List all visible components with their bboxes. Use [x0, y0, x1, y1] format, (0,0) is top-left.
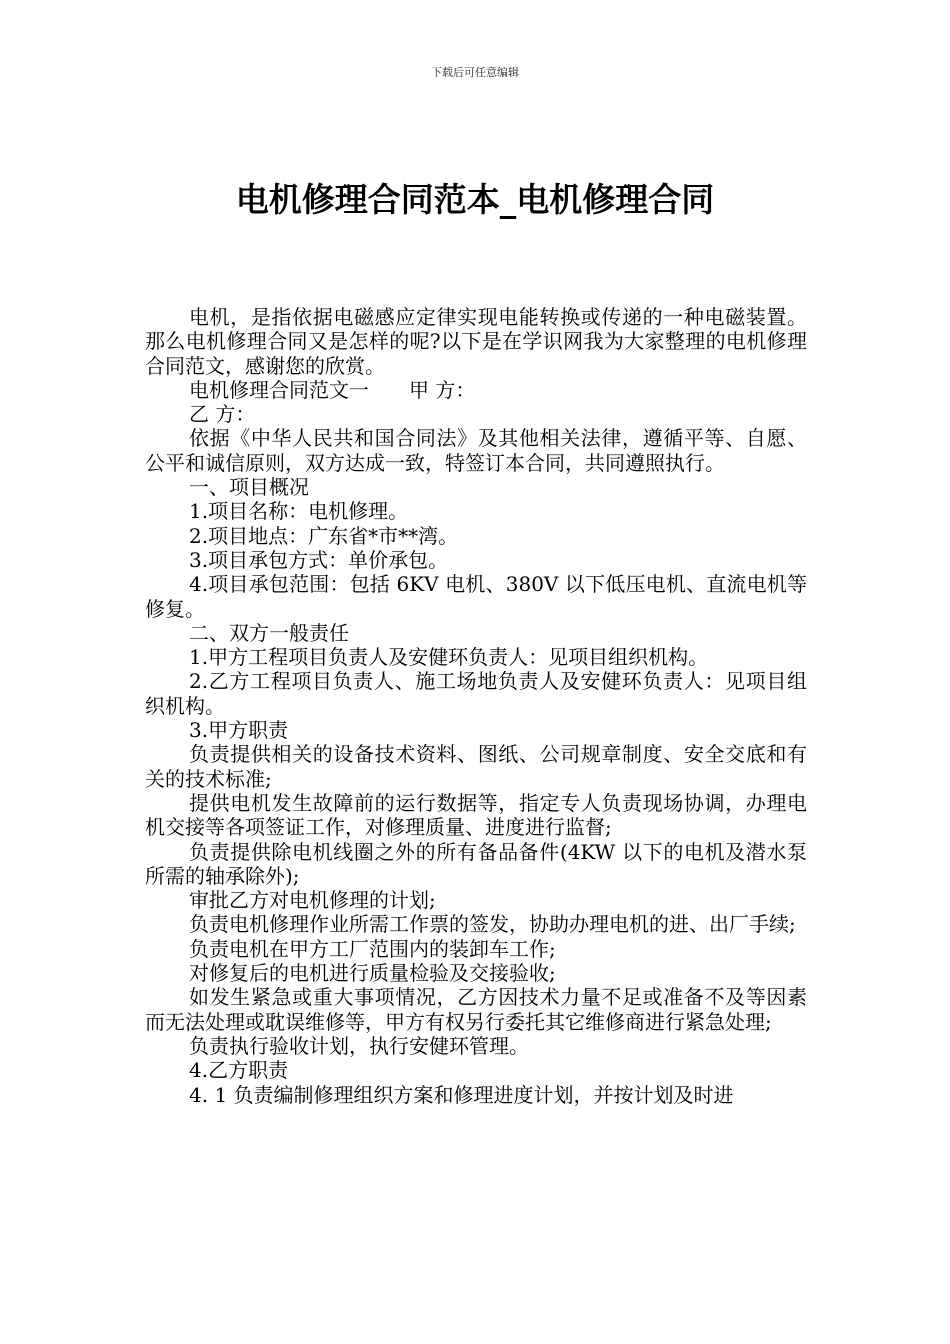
document-title: 电机修理合同范本_电机修理合同 — [235, 180, 715, 219]
paragraph: 1.项目名称：电机修理。 — [189, 499, 409, 524]
paragraph: 4.项目承包范围：包括 6KV 电机、380V 以下低压电机、直流电机等修复。 — [145, 572, 807, 621]
subsection-heading: 4.乙方职责 — [189, 1058, 289, 1083]
paragraph: 电机修理合同范文一 甲 方： — [189, 377, 476, 402]
paragraph: 如发生紧急或重大事项情况，乙方因技术力量不足或准备不及等因素而无法处理或耽误维修等，甲方有权另行委托其它维修商进行紧急处理; — [145, 985, 807, 1034]
paragraph: 1.甲方工程项目负责人及安健环负责人：见项目组织机构。 — [189, 645, 709, 670]
paragraph: 电机，是指依据电磁感应定律实现电能转换或传递的一种电磁装置。那么电机修理合同又是怎样的呢?以下是在学识网我为大家整理的电机修理合同范文，感谢您的欣赏。 — [145, 305, 807, 378]
paragraph: 负责提供相关的设备技术资料、图纸、公司规章制度、安全交底和有关的技术标准; — [145, 742, 807, 791]
paragraph: 3.项目承包方式：单价承包。 — [189, 547, 449, 572]
paragraph: 审批乙方对电机修理的计划; — [189, 888, 436, 913]
paragraph: 负责电机修理作业所需工作票的签发，协助办理电机的进、出厂手续; — [189, 912, 796, 937]
paragraph: 负责电机在甲方工厂范围内的装卸车工作; — [189, 936, 556, 961]
section-heading: 二、双方一般责任 — [189, 620, 349, 645]
paragraph: 对修复后的电机进行质量检验及交接验收; — [189, 961, 556, 986]
document-body — [145, 305, 807, 1107]
section-heading: 一、项目概况 — [189, 475, 309, 500]
subsection-heading: 3.甲方职责 — [189, 718, 289, 743]
paragraph: 负责执行验收计划，执行安健环管理。 — [189, 1033, 529, 1058]
paragraph: 2.乙方工程项目负责人、施工场地负责人及安健环负责人：见项目组织机构。 — [145, 669, 807, 718]
paragraph: 2.项目地点：广东省*市**湾。 — [189, 523, 459, 548]
page-header-note: 下载后可任意编辑 — [431, 66, 519, 79]
paragraph: 依据《中华人民共和国合同法》及其他相关法律，遵循平等、自愿、公平和诚信原则，双方达成一致，特签订本合同，共同遵照执行。 — [145, 426, 807, 475]
paragraph: 负责提供除电机线圈之外的所有备品备件(4KW 以下的电机及潜水泵所需的轴承除外); — [145, 839, 807, 888]
paragraph: 4. 1 负责编制修理组织方案和修理进度计划，并按计划及时进 — [189, 1082, 734, 1107]
paragraph: 乙 方： — [189, 402, 256, 427]
paragraph: 提供电机发生故障前的运行数据等，指定专人负责现场协调，办理电机交接等各项签证工作，对修理质量、进度进行监督; — [145, 790, 807, 840]
